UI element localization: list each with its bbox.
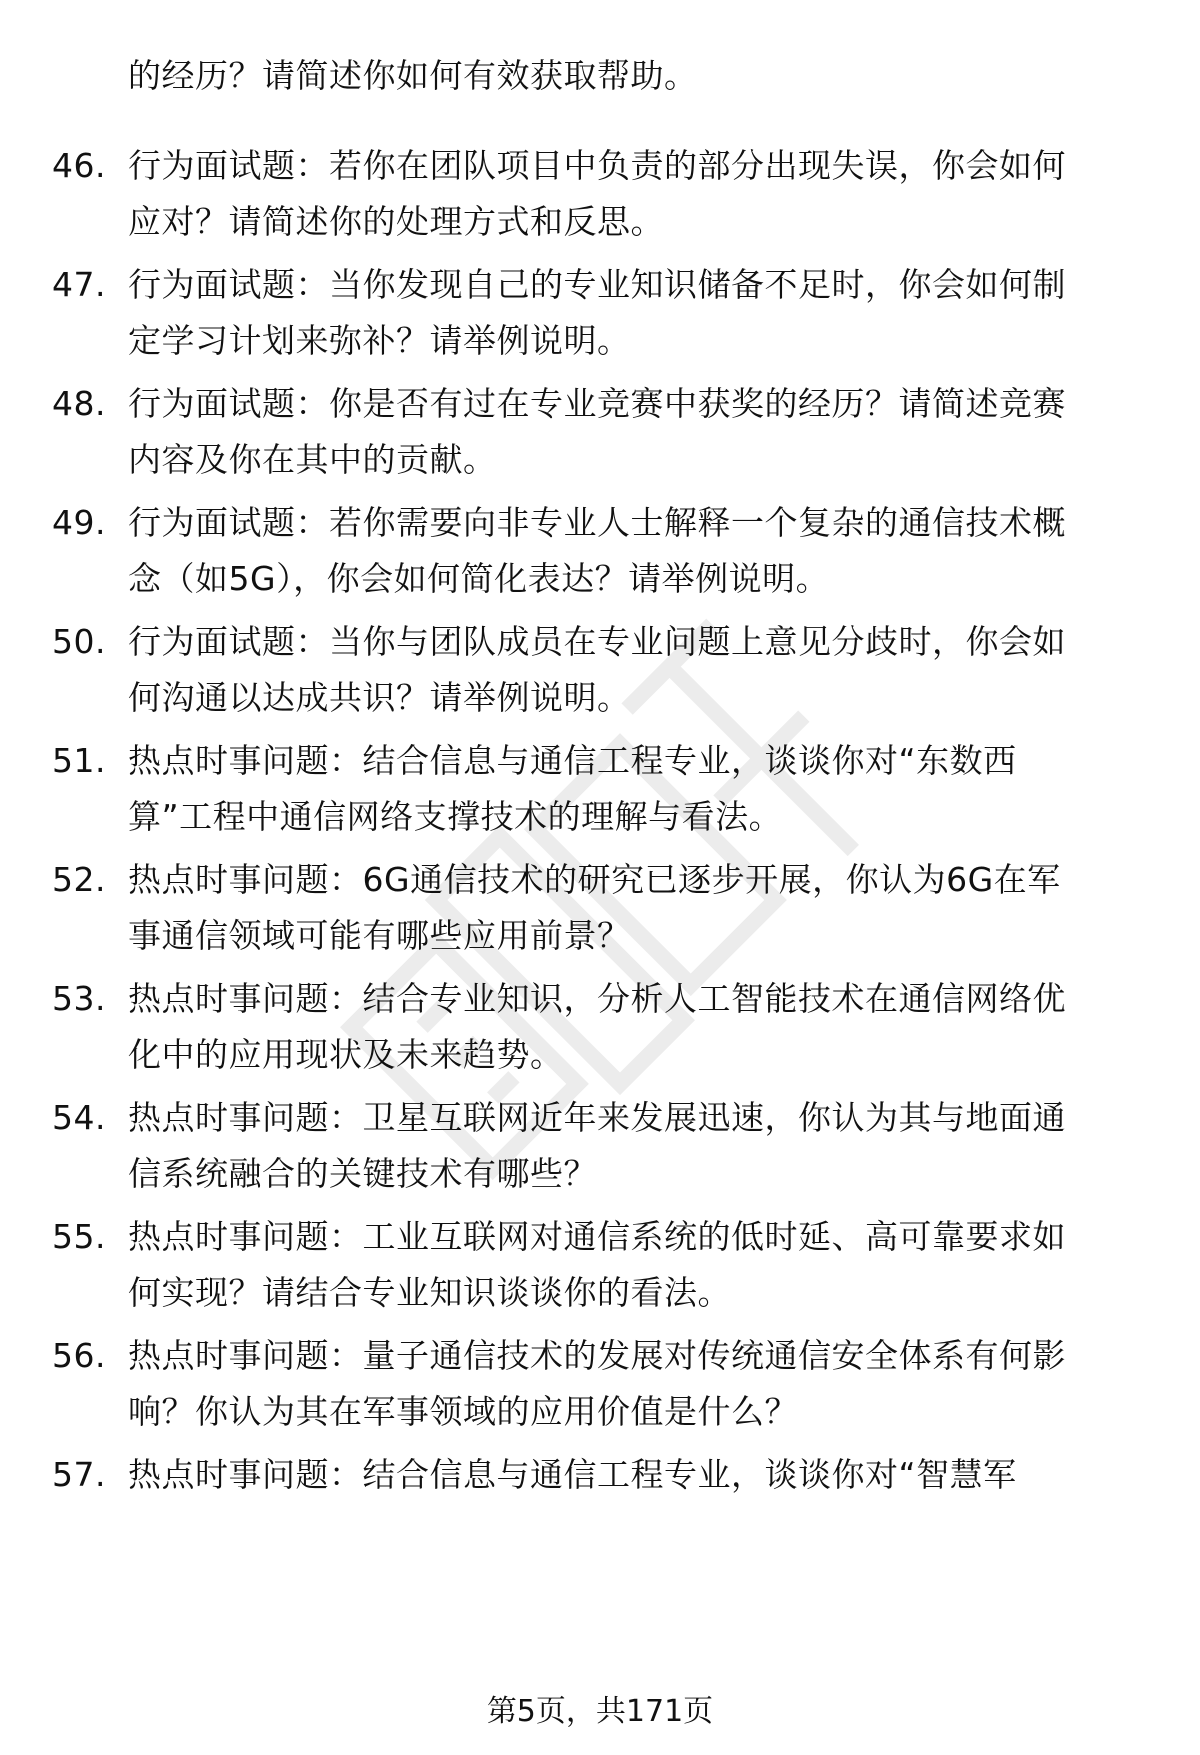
item-number: 50. (52, 622, 106, 661)
item-line: 行为面试题：你是否有过在专业竞赛中获奖的经历？请简述竞赛 (128, 384, 1066, 423)
item-line: 事通信领域可能有哪些应用前景？ (128, 916, 631, 955)
item-number: 48. (52, 384, 106, 423)
list-item (0, 733, 1200, 836)
item-line: 行为面试题：若你在团队项目中负责的部分出现失误，你会如何 (128, 146, 1066, 185)
item-line: 行为面试题：当你发现自己的专业知识储备不足时，你会如何制 (128, 265, 1066, 304)
list-item (0, 614, 1200, 717)
item-number: 54. (52, 1098, 106, 1137)
item-text (128, 614, 1158, 726)
item-number: 49. (52, 503, 106, 542)
item-number: 55. (52, 1217, 106, 1256)
item-line: 行为面试题：若你需要向非专业人士解释一个复杂的通信技术概 (128, 503, 1066, 542)
item-line: 定学习计划来弥补？请举例说明。 (128, 321, 631, 360)
item-line: 热点时事问题：结合信息与通信工程专业，谈谈你对“智慧军 (128, 1455, 1017, 1494)
list-item (0, 1209, 1200, 1312)
list-item (0, 1090, 1200, 1193)
item-number: 57. (52, 1455, 106, 1494)
item-text (128, 852, 1158, 964)
list-item (0, 852, 1200, 955)
list-item (0, 22, 1200, 122)
item-line: 应对？请简述你的处理方式和反思。 (128, 202, 664, 241)
item-number: 51. (52, 741, 106, 780)
item-text (128, 1090, 1158, 1202)
item-line: 化中的应用现状及未来趋势。 (128, 1035, 564, 1074)
item-text (128, 138, 1158, 250)
item-line: 算”工程中通信网络支撑技术的理解与看法。 (128, 797, 783, 836)
item-text (128, 1209, 1158, 1321)
list-item (0, 971, 1200, 1074)
item-text (128, 22, 1158, 104)
list-item (0, 376, 1200, 479)
item-text (128, 257, 1158, 369)
list-item (0, 495, 1200, 598)
item-number: 47. (52, 265, 106, 304)
list-item (0, 1328, 1200, 1431)
item-line: 响？你认为其在军事领域的应用价值是什么？ (128, 1392, 798, 1431)
item-line: 热点时事问题：6G通信技术的研究已逐步开展，你认为6G在军 (128, 860, 1061, 899)
list-item (0, 138, 1200, 241)
page-footer: 第5页，共171页 (486, 1694, 714, 1729)
item-text (128, 971, 1158, 1083)
item-number: 56. (52, 1336, 106, 1375)
list-item (0, 1447, 1200, 1547)
item-number: 46. (52, 146, 106, 185)
item-line: 行为面试题：当你与团队成员在专业问题上意见分歧时，你会如 (128, 622, 1066, 661)
item-line: 热点时事问题：结合信息与通信工程专业，谈谈你对“东数西 (128, 741, 1017, 780)
item-line: 热点时事问题：结合专业知识，分析人工智能技术在通信网络优 (128, 979, 1066, 1018)
item-text (128, 733, 1158, 845)
item-line: 热点时事问题：工业互联网对通信系统的低时延、高可靠要求如 (128, 1217, 1066, 1256)
item-text (128, 376, 1158, 488)
item-line: 热点时事问题：卫星互联网近年来发展迅速，你认为其与地面通 (128, 1098, 1066, 1137)
item-line: 念（如5G），你会如何简化表达？请举例说明。 (128, 559, 830, 598)
item-text (128, 1328, 1158, 1440)
item-line: 信系统融合的关键技术有哪些？ (128, 1154, 597, 1193)
item-line: 的经历？请简述你如何有效获取帮助。 (128, 56, 698, 95)
item-text (128, 495, 1158, 607)
item-line: 何实现？请结合专业知识谈谈你的看法。 (128, 1273, 731, 1312)
item-line: 热点时事问题：量子通信技术的发展对传统通信安全体系有何影 (128, 1336, 1066, 1375)
item-text (128, 1447, 1158, 1503)
item-number: 53. (52, 979, 106, 1018)
item-number: 52. (52, 860, 106, 899)
item-line: 何沟通以达成共识？请举例说明。 (128, 678, 631, 717)
list-item (0, 257, 1200, 360)
item-line: 内容及你在其中的贡献。 (128, 440, 497, 479)
